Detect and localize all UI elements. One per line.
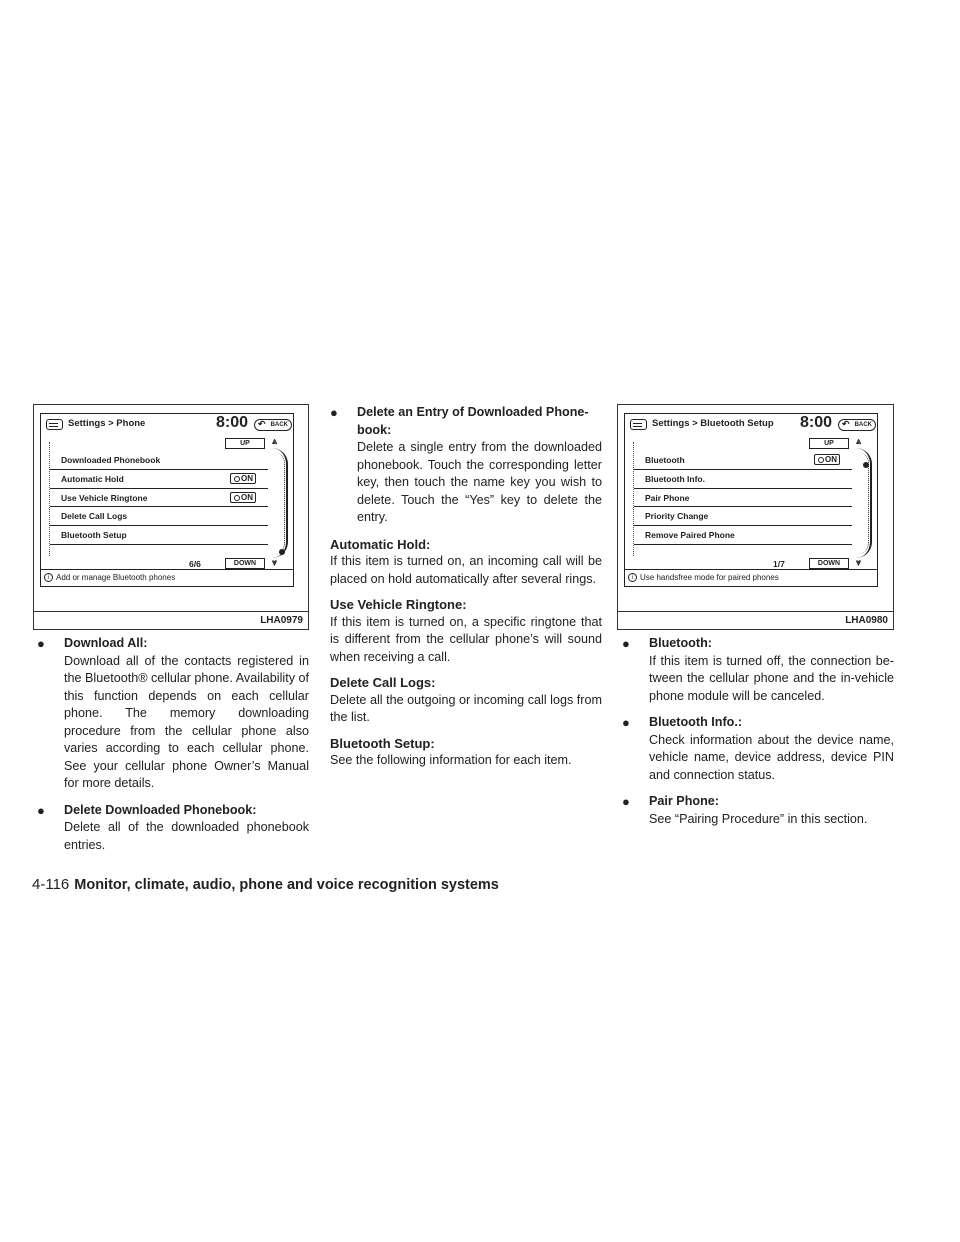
info-icon: i bbox=[44, 573, 53, 582]
bullet-title: Download All: bbox=[64, 636, 148, 650]
back-button[interactable] bbox=[838, 419, 876, 431]
bullet-dot-icon: ● bbox=[37, 802, 45, 818]
menu-item-label: Bluetooth bbox=[645, 455, 685, 465]
column-2 bbox=[330, 404, 602, 778]
page-footer bbox=[32, 876, 499, 894]
scroll-scale bbox=[42, 442, 50, 556]
toggle-label: ON bbox=[825, 455, 837, 464]
menu-list bbox=[50, 451, 268, 545]
menu-item-label: Delete Call Logs bbox=[61, 511, 128, 522]
scroll-knob[interactable] bbox=[279, 549, 285, 555]
back-arrow-icon: ↶ bbox=[258, 419, 266, 429]
info-bar bbox=[41, 569, 293, 586]
scroll-scale bbox=[626, 442, 634, 556]
menu-icon[interactable] bbox=[630, 419, 647, 430]
bullet-text: See “Pairing Procedure” in this section. bbox=[649, 811, 868, 826]
menu-item-use-vehicle-ringtone[interactable] bbox=[50, 489, 268, 508]
on-toggle[interactable] bbox=[230, 473, 256, 484]
menu-item-label: Automatic Hold bbox=[61, 473, 124, 484]
menu-list bbox=[634, 451, 852, 545]
back-arrow-icon: ↶ bbox=[842, 419, 850, 429]
menu-item-downloaded-phonebook[interactable] bbox=[50, 451, 268, 470]
down-button[interactable]: DOWN bbox=[809, 558, 849, 569]
toggle-label: ON bbox=[241, 473, 253, 483]
info-icon: i bbox=[628, 573, 637, 582]
bullet-title: Bluetooth Info.: bbox=[649, 715, 743, 729]
bullet-dot-icon: ● bbox=[37, 636, 45, 651]
menu-item-pair-phone[interactable] bbox=[634, 489, 852, 508]
bullet-text: Download all of the contacts registered in the Bluetooth® cellular phone. Availability of this function depends on each cellular phone. The memory downloading procedure from the cellular phone also varies according to each cellular phone. See your cellular phone Owner’s Manual for more details. bbox=[64, 653, 309, 790]
column-1 bbox=[37, 635, 309, 863]
on-toggle[interactable] bbox=[814, 454, 840, 465]
back-label: BACK bbox=[270, 422, 288, 428]
menu-item-bluetooth-setup[interactable] bbox=[50, 526, 268, 545]
menu-item-label: Pair Phone bbox=[645, 492, 690, 503]
screen bbox=[40, 413, 294, 587]
screen-title: Settings > Bluetooth Setup bbox=[652, 418, 774, 429]
down-button[interactable]: DOWN bbox=[225, 558, 265, 569]
section-text: If this item is turned on, an incoming call will be placed on hold automatically after several rings. bbox=[330, 554, 602, 586]
menu-item-bluetooth[interactable] bbox=[634, 451, 852, 470]
clock: 8:00 bbox=[800, 414, 833, 431]
screen-title: Settings > Phone bbox=[68, 418, 146, 429]
info-text: Add or manage Bluetooth phones bbox=[56, 573, 176, 582]
menu-item-label: Downloaded Phonebook bbox=[61, 455, 161, 465]
scroll-arc-inner bbox=[274, 452, 285, 554]
bullet-text: Delete a single entry from the downloaded phonebook. Touch the corresponding letter key, then touch the name key you wish to delete. Touch the “Yes” key to delete the entry. bbox=[357, 440, 602, 524]
bullet-delete-an-entry bbox=[330, 404, 602, 527]
indicator-led-icon bbox=[234, 476, 240, 482]
back-button[interactable] bbox=[254, 419, 292, 431]
bullet-dot-icon: ● bbox=[622, 636, 630, 651]
figure-label: LHA0980 bbox=[618, 611, 893, 629]
indicator-led-icon bbox=[818, 457, 824, 463]
up-button[interactable]: UP bbox=[225, 438, 265, 449]
section-title: Use Vehicle Ringtone: bbox=[330, 597, 467, 612]
figure-label: LHA0979 bbox=[34, 611, 308, 629]
chevron-down-icon[interactable]: ⩔ bbox=[856, 557, 862, 567]
section-text: If this item is turned on, a specific ringtone that is different from the cellular phone’s will sound when receiving a call. bbox=[330, 614, 602, 664]
section-delete-call-logs bbox=[330, 674, 602, 727]
menu-icon[interactable] bbox=[46, 419, 63, 430]
page-indicator: 1/7 bbox=[773, 559, 785, 569]
chevron-up-icon[interactable]: ⩓ bbox=[272, 436, 278, 446]
menu-item-delete-call-logs[interactable] bbox=[50, 507, 268, 526]
up-button[interactable]: UP bbox=[809, 438, 849, 449]
menu-item-label: Remove Paired Phone bbox=[645, 530, 735, 541]
section-title: Delete Call Logs: bbox=[330, 675, 436, 690]
section-title: Automatic Hold: bbox=[330, 536, 431, 552]
bullet-dot-icon: ● bbox=[622, 715, 630, 730]
bullet-download-all bbox=[37, 635, 309, 793]
bullet-title: Delete an Entry of Downloaded Phone-book: bbox=[357, 405, 589, 437]
bullet-title: Bluetooth: bbox=[649, 636, 712, 650]
menu-item-label: Bluetooth Info. bbox=[645, 473, 705, 484]
info-bar bbox=[625, 569, 877, 586]
bullet-dot-icon: ● bbox=[330, 405, 338, 420]
menu-item-remove-paired-phone[interactable] bbox=[634, 526, 852, 545]
section-automatic-hold bbox=[330, 536, 602, 589]
bullet-text: Check information about the device name, vehicle name, device address, device PIN and connection status. bbox=[649, 732, 894, 782]
on-toggle[interactable] bbox=[230, 492, 256, 503]
section-text: See the following information for each item. bbox=[330, 753, 572, 767]
section-name: Monitor, climate, audio, phone and voice recognition systems bbox=[74, 877, 499, 893]
menu-item-automatic-hold[interactable] bbox=[50, 470, 268, 489]
toggle-label: ON bbox=[241, 492, 253, 502]
bullet-bluetooth-info bbox=[622, 714, 894, 784]
indicator-led-icon bbox=[234, 495, 240, 501]
page-indicator: 6/6 bbox=[189, 559, 201, 569]
bullet-pair-phone bbox=[622, 793, 894, 828]
section-use-vehicle-ringtone bbox=[330, 596, 602, 666]
page-number: 4-116 bbox=[32, 876, 70, 893]
section-text: Delete all the outgoing or incoming call logs from the list. bbox=[330, 692, 602, 724]
section-title: Bluetooth Setup: bbox=[330, 735, 435, 751]
menu-item-label: Priority Change bbox=[645, 511, 709, 522]
column-3 bbox=[622, 635, 894, 837]
bullet-dot-icon: ● bbox=[622, 794, 630, 809]
menu-item-priority-change[interactable] bbox=[634, 507, 852, 526]
chevron-up-icon[interactable]: ⩓ bbox=[856, 436, 862, 446]
bullet-text: Delete all of the downloaded phonebook entries. bbox=[64, 820, 309, 852]
figure-settings-phone bbox=[33, 404, 309, 630]
bullet-title: Delete Downloaded Phonebook: bbox=[64, 802, 257, 817]
scroll-knob[interactable] bbox=[863, 462, 869, 468]
clock: 8:00 bbox=[216, 414, 249, 431]
bullet-title: Pair Phone: bbox=[649, 794, 719, 808]
menu-item-bluetooth-info[interactable] bbox=[634, 470, 852, 489]
figure-bluetooth-setup bbox=[617, 404, 894, 630]
section-bluetooth-setup bbox=[330, 735, 602, 770]
menu-item-label: Bluetooth Setup bbox=[61, 530, 127, 541]
bullet-text: If this item is turned off, the connection be-tween the cellular phone and the in-vehicle phone module will be canceled. bbox=[649, 653, 894, 703]
screen bbox=[624, 413, 878, 587]
back-label: BACK bbox=[854, 422, 872, 428]
info-text: Use handsfree mode for paired phones bbox=[640, 573, 779, 582]
bullet-bluetooth bbox=[622, 635, 894, 705]
chevron-down-icon[interactable]: ⩔ bbox=[272, 557, 278, 567]
bullet-delete-downloaded-phonebook bbox=[37, 802, 309, 855]
menu-item-label: Use Vehicle Ringtone bbox=[61, 492, 148, 503]
